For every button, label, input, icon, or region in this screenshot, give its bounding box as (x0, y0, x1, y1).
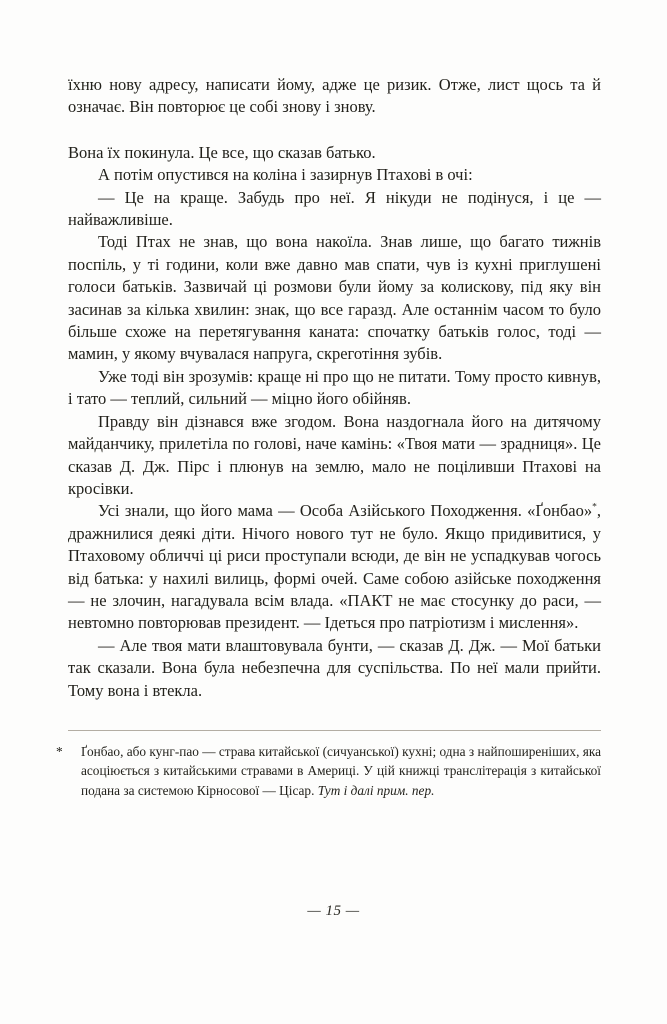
body-text (68, 74, 601, 702)
paragraph-nights: Тоді Птах не знав, що вона накоїла. Знав лише, що багато тижнів поспіль, у ті години, коли вже давно мав спати, чув із кухні приглушені голоси батьків. Зазвичай ці розмови були йому за колискову, під яку він засинав за кілька хвилин: знак, що все гаразд. Але останнім часом то було більше схоже на перетягування каната: спочатку батьків голос, тоді — мамин, у якому вчувалася напруга, скреготіння зубів. (68, 232, 601, 364)
page-number: — 15 — (307, 903, 360, 919)
footnote-area (56, 730, 601, 801)
paragraph-origin (68, 500, 601, 634)
footnote-ref-marker: * (592, 502, 597, 513)
footnote-translator-note: Тут і далі прим. пер. (317, 782, 435, 798)
paragraph-continuation: їхню нову адресу, написати йому, адже це ризик. Отже, лист щось та й означає. Він повторює це собі знову і знову. (68, 75, 601, 117)
paragraph-dialogue-dj: — Але твоя мати влаштовувала бунти, — сказав Д. Дж. — Мої батьки так сказали. Вона була небезпечна для суспільства. По неї мали прийти. Тому вона і втекла. (68, 635, 601, 700)
paragraph-truth: Правду він дізнався вже згодом. Вона наздогнала його на дитячому майданчику, прилетіла по голові, наче камінь: «Твоя мати — зрадниця». Це сказав Д. Дж. Пірс і плюнув на землю, мало не поціливши Птахові на кросівки. (68, 411, 601, 498)
footnote-marker: * (56, 743, 63, 759)
paragraph-scene-open: Вона їх покинула. Це все, що сказав батько. (68, 142, 376, 162)
paragraph-dialogue-father: — Це на краще. Забудь про неї. Я нікуди не подінуся, і це — найважливіше. (68, 187, 601, 230)
footnote-separator (68, 730, 601, 731)
paragraph-kneel: А потім опустився на коліна і зазирнув Птахові в очі: (98, 165, 473, 185)
paragraph-origin-text-before: Усі знали, що його мама — Особа Азійського Походження. «Ґонбао» (98, 501, 593, 521)
footnote-row (56, 742, 601, 801)
paragraph-understood: Уже тоді він зрозумів: краще ні про що не питати. Тому просто кивнув, і тато — теплий, сильний — міцно його обійняв. (68, 366, 601, 409)
footnote-body: Ґонбао, або кунг-пао — страва китайської (сичуанської) кухні; одна з найпоширеніших, яка асоціюється з китайськими стравами в Америці. У цій книжці транслітерація з китайської подана за системою Кірносової — Цісар. (81, 743, 601, 798)
footnote-text (81, 742, 601, 801)
paragraph-origin-text-after: , дражнилися деякі діти. Нічого нового тут не було. Якщо придивитися, у Птаховому обличчі ці риси проступали всюди, де він не успадкував чогось від батька: у нахилі вилиць, формі очей. Саме собою азійське походження — не злочин, нагадувала всім влада. «ПАКТ не має стосунку до раси, — невтомно повторював президент. — Ідеться про патріотизм і мислення». (68, 501, 601, 633)
